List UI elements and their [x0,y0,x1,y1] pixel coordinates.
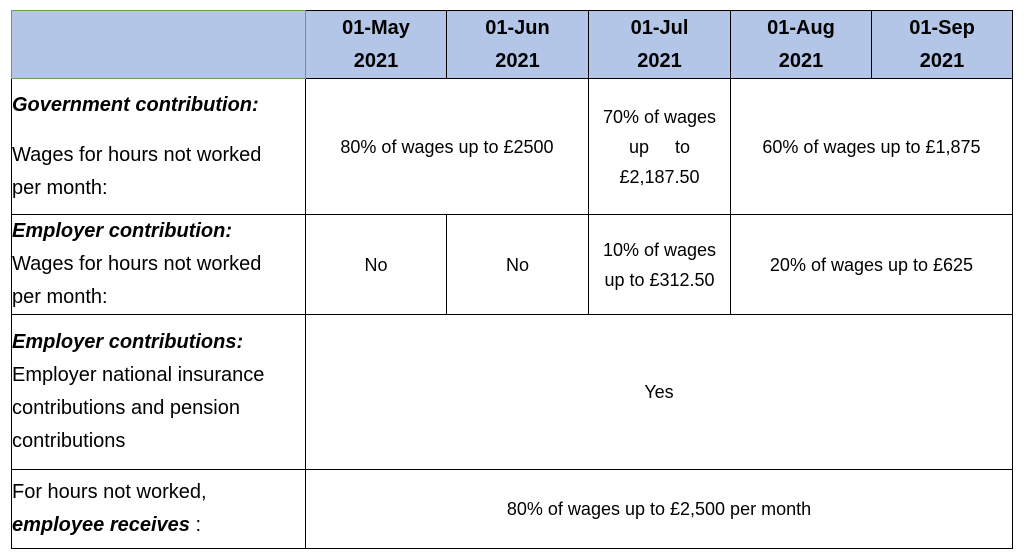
employee-receives-row [12,470,1013,549]
header-year: 2021 [495,49,540,72]
row-heading: Employer contribution: [12,220,232,242]
cell-value: £2,187.50 [619,166,700,187]
employer-aug-sep-cell [731,215,1013,315]
government-contribution-row [12,79,1013,215]
employer-ni-value-cell [306,315,1013,470]
row-heading: Government contribution: [12,93,259,116]
row-emphasis: employee receives [12,514,190,536]
header-date: 01-Jul [630,16,689,39]
employer-contribution-label [12,215,306,315]
cell-value: up to £312.50 [604,269,715,290]
employee-receives-label [12,470,306,549]
header-jun-2021 [447,11,589,79]
employer-may-cell [306,215,447,315]
employee-receives-value-cell [306,470,1013,549]
header-corner-cell [12,11,306,79]
government-may-jun-cell [306,79,589,215]
header-date: 01-May [342,16,410,39]
cell-value: Yes [644,382,674,402]
cell-value: 80% of wages up to £2500 [340,136,554,157]
cell-value: No [505,254,529,275]
cell-word: to [675,136,691,157]
header-date: 01-Jun [485,16,550,39]
employer-ni-row [12,315,1013,470]
furlough-scheme-table [11,10,1013,549]
government-contribution-label [12,79,306,215]
row-heading: Employer contributions: [12,331,244,353]
header-year: 2021 [778,49,824,72]
row-text: Wages for hours not worked [12,253,262,275]
employer-ni-label [12,315,306,470]
row-text: contributions [12,430,126,452]
header-date: 01-Aug [767,16,835,39]
cell-value: 80% of wages up to £2,500 per month [506,499,812,519]
employer-contribution-row [12,215,1013,315]
employer-jul-cell [589,215,731,315]
government-aug-sep-cell [731,79,1013,215]
header-year: 2021 [353,49,399,72]
row-text: Wages for hours not worked [12,143,262,166]
employer-jun-cell [447,215,589,315]
header-date: 01-Sep [909,16,975,39]
row-text: For hours not worked, [12,481,207,503]
header-jul-2021 [589,11,731,79]
cell-word: up [628,136,649,157]
row-text: Employer national insurance [12,364,265,386]
row-text-mixed [12,509,305,542]
row-text: per month: [12,176,108,199]
cell-value: 60% of wages up to £1,875 [762,136,981,157]
header-aug-2021 [731,11,872,79]
header-year: 2021 [637,49,682,72]
header-row [12,11,1013,79]
cell-value: 10% of wages [602,239,717,260]
cell-value: No [364,254,388,275]
header-sep-2021 [872,11,1013,79]
header-may-2021 [306,11,447,79]
row-suffix: : [189,514,202,536]
government-jul-cell [589,79,731,215]
cell-value: 70% of wages [602,106,717,127]
row-text: per month: [12,286,108,308]
header-year: 2021 [919,49,965,72]
cell-value-spread [589,132,730,162]
row-text: contributions and pension [12,397,240,419]
cell-value: 20% of wages up to £625 [769,254,974,275]
